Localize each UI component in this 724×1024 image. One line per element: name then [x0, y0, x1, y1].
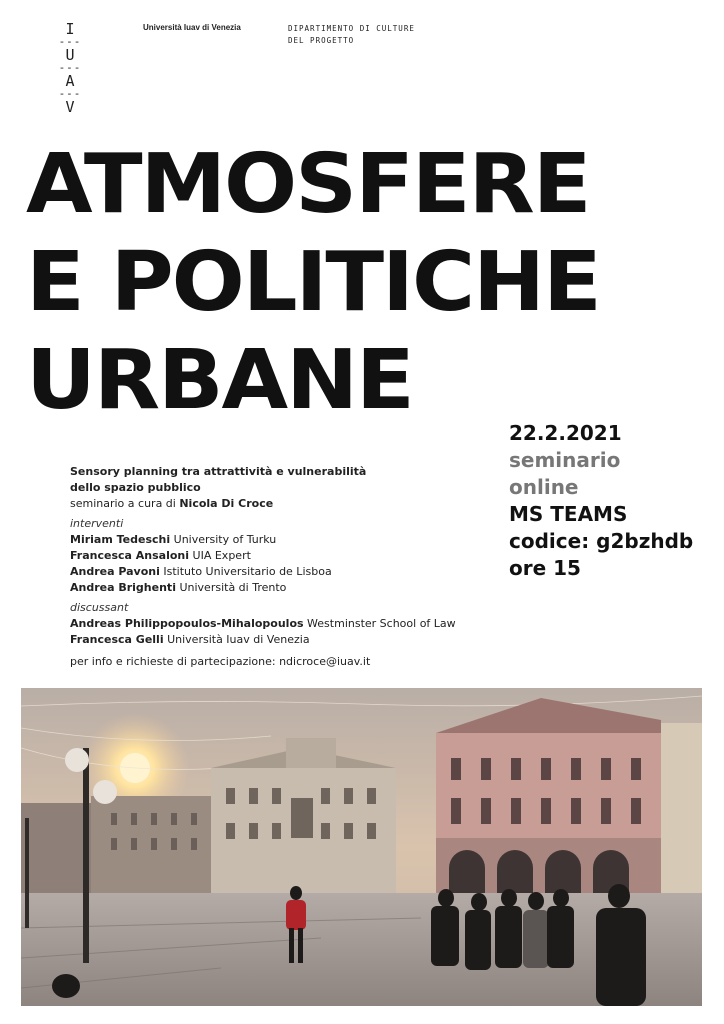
- event-time: ore 15: [509, 556, 581, 580]
- iuav-logo: [56, 22, 84, 114]
- speaker-name: Andrea Pavoni: [70, 565, 160, 578]
- title-line: URBANE: [26, 333, 413, 428]
- speaker-name: Andrea Brighenti: [70, 581, 176, 594]
- speaker: [70, 532, 456, 548]
- department-line: DIPARTIMENTO DI CULTURE: [288, 24, 415, 33]
- seminar-info: [70, 464, 456, 670]
- speaker-affiliation: Istituto Universitario de Lisboa: [159, 565, 332, 578]
- interventi-label: interventi: [70, 517, 124, 530]
- speaker-affiliation: Università di Trento: [175, 581, 287, 594]
- seminar-subtitle: dello spazio pubblico: [70, 481, 201, 494]
- event-details: [509, 420, 693, 582]
- university-name: Università Iuav di Venezia: [143, 23, 241, 32]
- speaker-affiliation: University of Turku: [170, 533, 277, 546]
- curator-name: Nicola Di Croce: [179, 497, 274, 510]
- logo-letter: V: [65, 98, 75, 116]
- logo-divider: ---: [58, 61, 82, 74]
- speaker-name: Francesca Ansaloni: [70, 549, 190, 562]
- event-type: seminario: [509, 448, 621, 472]
- event-date: 22.2.2021: [509, 421, 622, 445]
- discussant-affiliation: Westminster School of Law: [303, 617, 456, 630]
- department-line: DEL PROGETTO: [288, 36, 355, 45]
- speaker: [70, 580, 456, 596]
- logo-letter: I: [65, 20, 75, 38]
- logo-divider: ---: [58, 87, 82, 100]
- curated-by: [70, 496, 456, 512]
- discussant: [70, 616, 456, 632]
- discussant-name: Andreas Philippopoulos-Mihalopoulos: [70, 617, 304, 630]
- piazza-illustration: [21, 688, 702, 1006]
- poster-title: [26, 136, 600, 430]
- logo-letter: A: [65, 72, 75, 90]
- discussant-name: Francesca Gelli: [70, 633, 164, 646]
- event-code: codice: g2bzhdb: [509, 529, 694, 553]
- speaker-name: Miriam Tedeschi: [70, 533, 171, 546]
- discussant-affiliation: Università Iuav di Venezia: [163, 633, 310, 646]
- speaker: [70, 548, 456, 564]
- piazza-photo: [21, 688, 702, 1006]
- event-mode: online: [509, 475, 579, 499]
- logo-divider: ---: [58, 35, 82, 48]
- title-line: ATMOSFERE: [26, 137, 590, 232]
- seminar-subtitle: Sensory planning tra attrattività e vulnerabilità: [70, 465, 367, 478]
- title-line: E POLITICHE: [26, 235, 600, 330]
- event-platform: MS TEAMS: [509, 502, 628, 526]
- department-name: [288, 23, 415, 47]
- discussant: [70, 632, 456, 648]
- curated-prefix: seminario a cura di: [70, 497, 180, 510]
- discussant-label: discussant: [70, 601, 129, 614]
- logo-letter: U: [65, 46, 75, 64]
- speaker-affiliation: UIA Expert: [189, 549, 251, 562]
- speaker: [70, 564, 456, 580]
- contact-info: per info e richieste di partecipazione: ndicroce@iuav.it: [70, 655, 371, 668]
